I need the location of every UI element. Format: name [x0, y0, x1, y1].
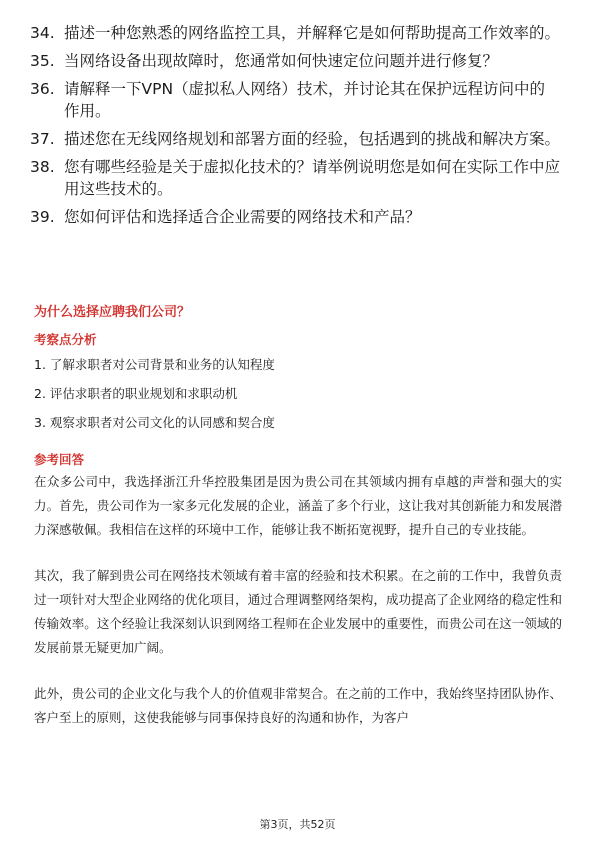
- answer-heading: 参考回答: [34, 452, 85, 467]
- question-item: [30, 78, 560, 122]
- question-number: 38.: [30, 158, 55, 176]
- section-heading: 为什么选择应聘我们公司？: [34, 305, 191, 320]
- analysis-point: 2. 评估求职者的职业规划和求职动机: [34, 386, 238, 401]
- answer-paragraph: 其次，我了解到贵公司在网络技术领域有着丰富的经验和技术积累。在之前的工作中，我曾负责过一项针对大型企业网络的优化项目，通过合理调整网络架构，成功提高了企业网络的稳定性和传输效率。这个经验让我深刻认识到网络工程师在企业发展中的重要性，而贵公司在这一领域的发展前景无疑更加广阔。: [34, 568, 562, 655]
- page-number: 第3页，共52页: [259, 818, 336, 831]
- question-list: [30, 22, 560, 234]
- question-item: [30, 206, 560, 228]
- question-item: [30, 50, 560, 72]
- answer-paragraph: 此外，贵公司的企业文化与我个人的价值观非常契合。在之前的工作中，我始终坚持团队协作、客户至上的原则，这使我能够与同事保持良好的沟通和协作，为客户: [34, 686, 562, 725]
- analysis-point: 3. 观察求职者对公司文化的认同感和契合度: [34, 415, 275, 430]
- analysis-point: 1. 了解求职者对公司背景和业务的认知程度: [34, 357, 275, 372]
- question-text: 描述一种您熟悉的网络监控工具，并解释它是如何帮助提高工作效率的。: [64, 24, 561, 42]
- question-number: 39.: [30, 208, 55, 226]
- analysis-heading: 考察点分析: [34, 332, 97, 347]
- question-item: [30, 22, 560, 44]
- question-text: 当网络设备出现故障时，您通常如何快速定位问题并进行修复？: [64, 52, 499, 70]
- question-text: 您如何评估和选择适合企业需要的网络技术和产品？: [64, 208, 421, 226]
- question-item: [30, 156, 560, 200]
- answer-body: [34, 470, 562, 752]
- question-number: 37.: [30, 130, 55, 148]
- question-number: 36.: [30, 80, 55, 98]
- question-text: 您有哪些经验是关于虚拟化技术的？请举例说明您是如何在实际工作中应用这些技术的。: [64, 158, 561, 198]
- answer-paragraph: 在众多公司中，我选择浙江升华控股集团是因为贵公司在其领域内拥有卓越的声誉和强大的实力。首先，贵公司作为一家多元化发展的企业，涵盖了多个行业，这让我对其创新能力和发展潜力深感敬佩。我相信在这样的环境中工作，能够让我不断拓宽视野，提升自己的专业技能。: [34, 474, 562, 537]
- question-number: 34.: [30, 24, 55, 42]
- question-item: [30, 128, 560, 150]
- analysis-points: [34, 356, 554, 443]
- question-text: 请解释一下VPN（虚拟私人网络）技术，并讨论其在保护远程访问中的作用。: [64, 80, 546, 120]
- question-number: 35.: [30, 52, 55, 70]
- question-text: 描述您在无线网络规划和部署方面的经验，包括遇到的挑战和解决方案。: [64, 130, 561, 148]
